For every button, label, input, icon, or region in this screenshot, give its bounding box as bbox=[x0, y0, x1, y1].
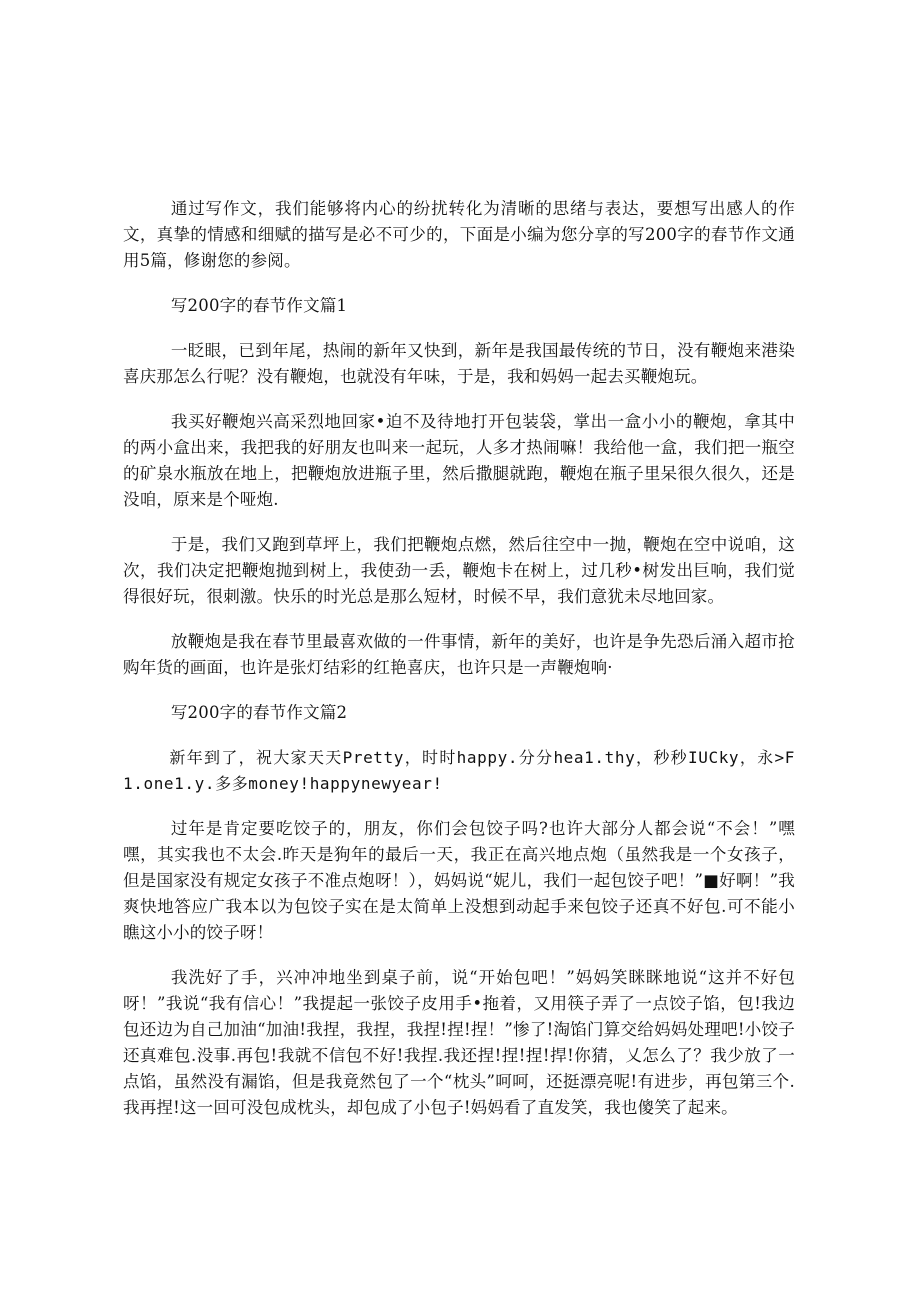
section-1-paragraph-2: 我买好鞭炮兴高采烈地回家•迫不及待地打开包装袋，掌出一盒小小的鞭炮，拿其中的两小盒出来，我把我的好朋友也叫来一起玩，人多才热闹嘛！我给他一盒，我们把一瓶空的矿泉水瓶放在地上，把鞭炮放进瓶子里，然后撒腿就跑，鞭炮在瓶子里呆很久很久，还是没咱，原来是个哑炮. bbox=[123, 412, 795, 509]
section-2-paragraph-2: 我洗好了手，兴冲冲地坐到桌子前，说“开始包吧！”妈妈笑眯眯地说“这并不好包呀！”我说“我有信心！”我提起一张饺子皮用手•拖着，又用筷子弄了一点饺子馅，包!我边包还边为自己加油“加油!我捏，我捏，我捏!捏!捏！”惨了!淘馅门算交给妈妈处理吧!小饺子还真难包.没事.再包!我就不信包不好!我捏.我还捏!捏!捏!捍!你猜，乂怎么了？我少放了一点馅，虽然没有漏馅，但是我竟然包了一个“枕头”呵呵，还挺漂亮呢!有进步，再包第三个.我再捏!这一回可没包成枕头，却包成了小包子!妈妈看了直发笑，我也傻笑了起来。 bbox=[123, 968, 795, 1117]
section-2-title: 写200字的春节作文篇2 bbox=[170, 703, 348, 722]
section-1-paragraph-4: 放鞭炮是我在春节里最喜欢做的一件事情，新年的美好，也许是争先恐后涌入超市抢购年货的画面，也许是张灯结彩的红艳喜庆，也许只是一声鞭炮响· bbox=[123, 632, 795, 677]
section-1-paragraph-1: 一眨眼，已到年尾，热闹的新年又快到，新年是我国最传统的节日，没有鞭炮来港染喜庆那怎么行呢？没有鞭炮，也就没有年味，于是，我和妈妈一起去买鞭炮玩。 bbox=[123, 341, 795, 386]
section-2-paragraph-1: 过年是肯定要吃饺子的，朋友，你们会包饺子吗?也许大部分人都会说“不会！”嘿嘿，其实我也不太会.昨天是狗年的最后一天，我正在高兴地点炮（虽然我是一个女孩子，但是国家没有规定女孩子不准点炮呀！），妈妈说“妮儿，我们一起包饺子吧！”■好啊！”我爽快地答应广我本以为包饺子实在是太简单上没想到动起手来包饺子还真不好包.可不能小瞧这小小的饺子呀！ bbox=[123, 819, 795, 942]
document-body bbox=[123, 196, 795, 1140]
intro-paragraph: 通过写作文，我们能够将内心的纷扰转化为清晰的思绪与表达，要想写出感人的作文，真挚的情感和细赋的描写是必不可少的，下面是小编为您分享的写200字的春节作文通用5篇，修谢您的参阅。 bbox=[123, 199, 795, 270]
section-1-paragraph-3: 于是，我们又跑到草坪上，我们把鞭炮点燃，然后往空中一抛，鞭炮在空中说咱，这次，我们决定把鞭炮抛到树上，我使劲一丢，鞭炮卡在树上，过几秒•树发出巨响，我们觉得很好玩，很刺激。快乐的时光总是那么短材，时候不早，我们意犹未尽地回家。 bbox=[123, 535, 795, 606]
section-1-title: 写200字的春节作文篇1 bbox=[170, 296, 348, 315]
section-2-greeting: 新年到了，祝大家天天Pretty，时时happy.分分hea1.thy，秒秒IUCky，永>F1.one1.y.多多money!happynewyear! bbox=[123, 748, 795, 793]
